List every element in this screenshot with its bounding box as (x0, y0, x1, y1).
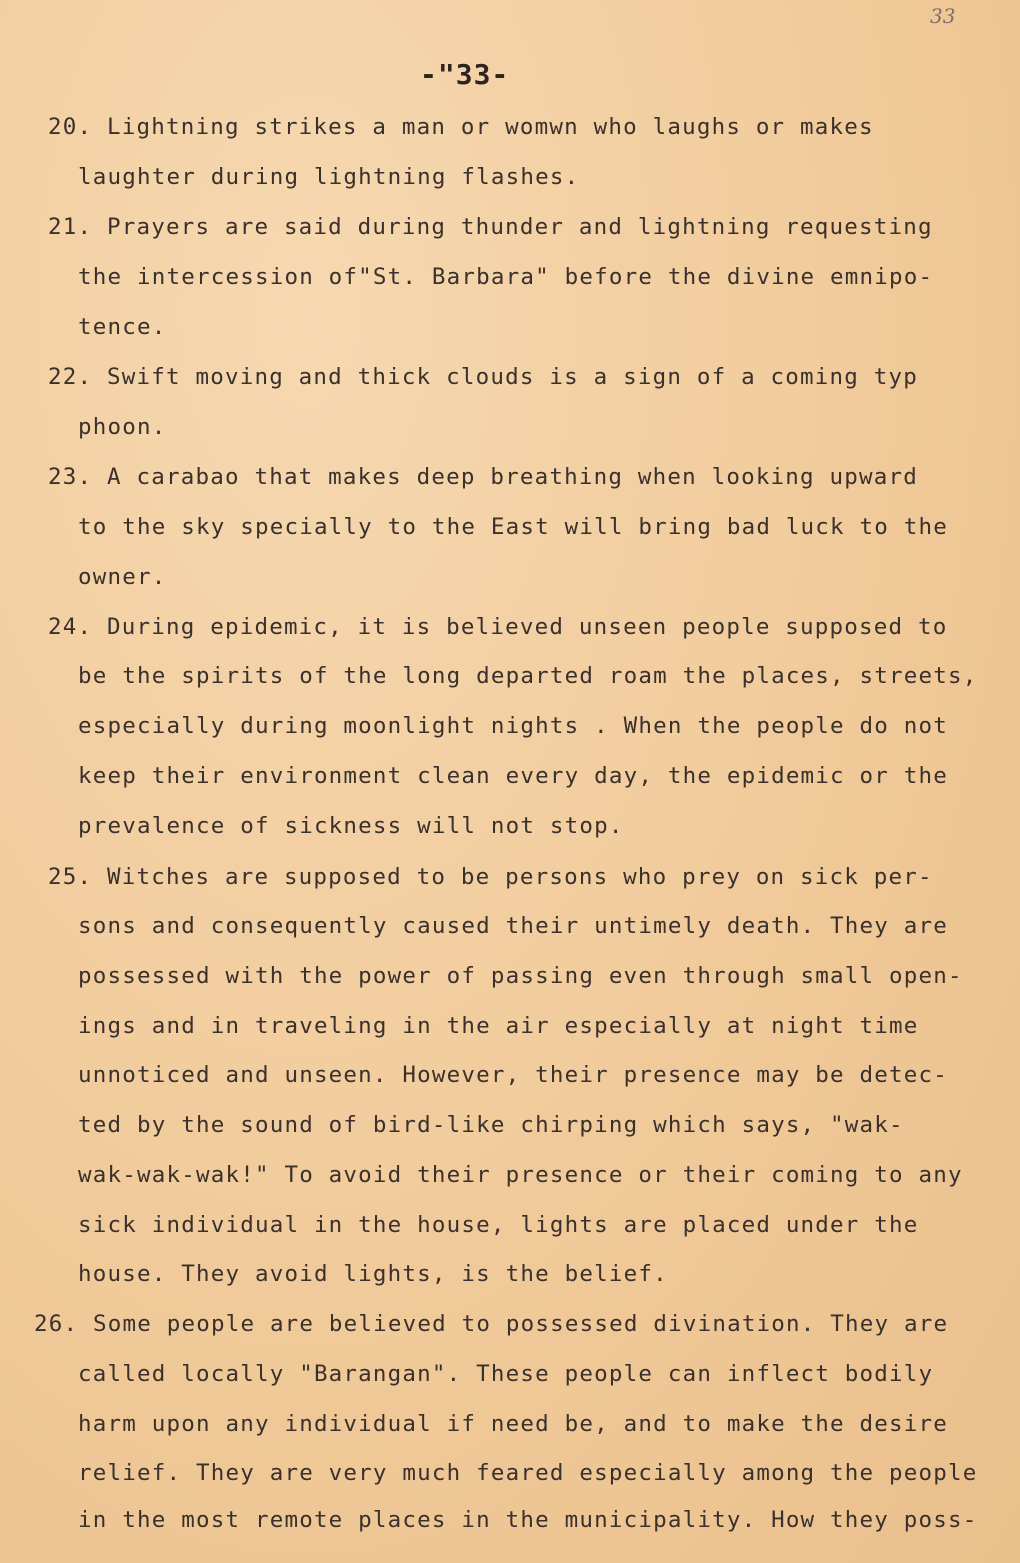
pencil-page-number: 33 (930, 4, 956, 28)
text-line: phoon. (78, 414, 167, 440)
text-line: prevalence of sickness will not stop. (78, 813, 624, 839)
text-line: to the sky specially to the East will bring bad luck to the (78, 514, 949, 540)
text-line: relief. They are very much feared especially among the people (78, 1460, 978, 1486)
text-line: owner. (78, 564, 167, 590)
text-line: wak-wak-wak!" To avoid their presence or their coming to any (78, 1162, 963, 1188)
text-line: especially during moonlight nights . When the people do not (78, 713, 949, 739)
text-line: keep their environment clean every day, the epidemic or the (78, 763, 949, 789)
text-line: 21. Prayers are said during thunder and lightning requesting (48, 214, 933, 240)
text-line: tence. (78, 314, 167, 340)
text-line: 23. A carabao that makes deep breathing when looking upward (48, 464, 919, 490)
text-line: sons and consequently caused their untimely death. They are (78, 913, 949, 939)
text-line: harm upon any individual if need be, and to make the desire (78, 1411, 949, 1437)
text-line: ted by the sound of bird-like chirping which says, "wak- (78, 1112, 904, 1138)
text-line: in the most remote places in the municipality. How they poss- (78, 1507, 978, 1533)
text-line: laughter during lightning flashes. (78, 164, 580, 190)
text-line: called locally "Barangan". These people can inflect bodily (78, 1361, 934, 1387)
text-line: 26. Some people are believed to possessed divination. They are (34, 1311, 949, 1337)
text-line: house. They avoid lights, is the belief. (78, 1261, 668, 1287)
text-line: 22. Swift moving and thick clouds is a sign of a coming typ (48, 364, 919, 390)
text-line: ings and in traveling in the air especially at night time (78, 1013, 919, 1039)
page-number: -"33- (420, 58, 510, 91)
text-line: possessed with the power of passing even through small open- (78, 963, 963, 989)
text-line: 25. Witches are supposed to be persons who prey on sick per- (48, 864, 933, 890)
text-line: be the spirits of the long departed roam the places, streets, (78, 663, 978, 689)
text-line: unnoticed and unseen. However, their presence may be detec- (78, 1062, 949, 1088)
text-line: 24. During epidemic, it is believed unseen people supposed to (48, 614, 948, 640)
text-line: sick individual in the house, lights are placed under the (78, 1212, 919, 1238)
text-line: the intercession of"St. Barbara" before the divine emnipo- (78, 264, 934, 290)
text-line: 20. Lightning strikes a man or womwn who laughs or makes (48, 114, 874, 140)
